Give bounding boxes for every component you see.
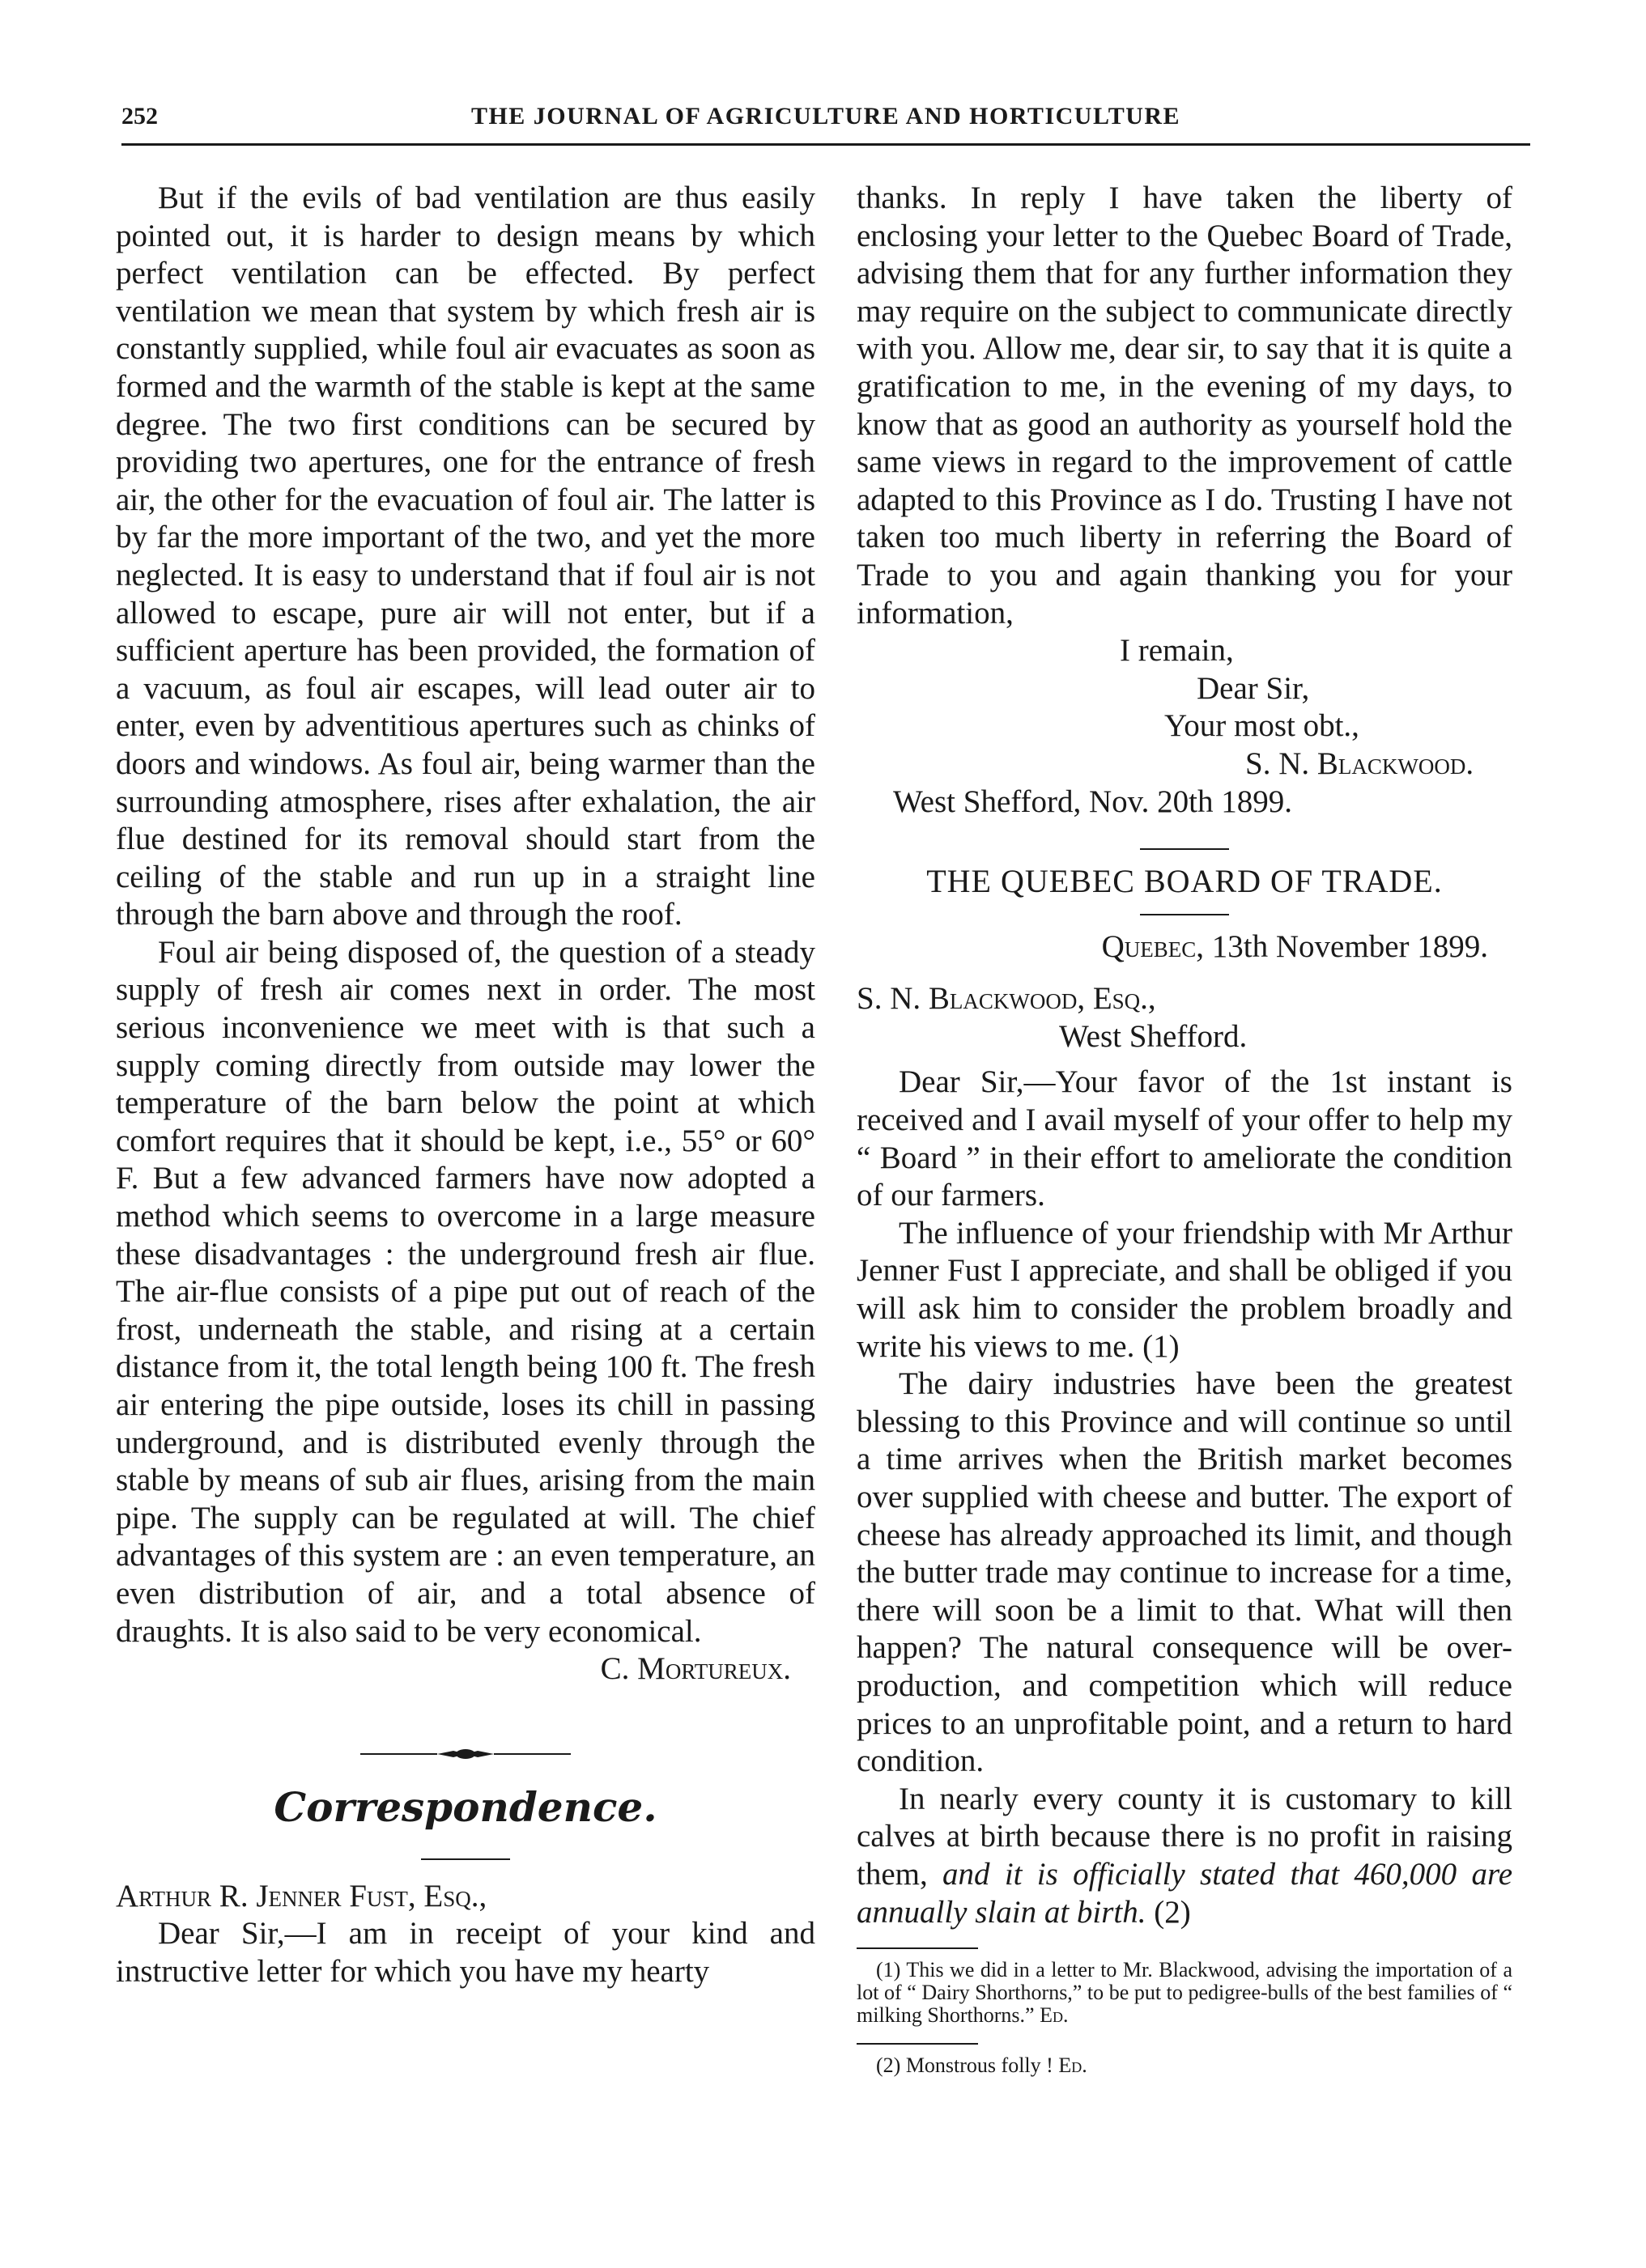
ventilation-paragraph-1: But if the evils of bad ventilation are thus easily pointed out, it is harder to design means by which perfect ventilation can be effected. By perfect ventilation we mean that system by which fresh air is constantly supplied, while foul air evacuates as soon as formed and the warmth of the stable is kept at the same degree. The two first conditions can be secured by providing two apertures, one for the entrance of fresh air, the other for the evacuation of foul air. The latter is by far the more important of the two, and yet the more neglected. It is easy to understand that if foul air is not allowed to escape, pure air will not enter, but if a sufficient aperture has been provided, the formation of a vacuum, as foul air escapes, will lead outer air to enter, even by adventitious apertures such as chinks of doors and windows. As foul air, being warmer than the surrounding atmosphere, rises after exhalation, the air flue destined for its removal should start from the ceiling of the stable and run up in a straight line through the barn above and through the roof. bbox=[116, 181, 815, 932]
footnote-1 bbox=[857, 1959, 1512, 2027]
footnote-1-ed: Ed. bbox=[1040, 2003, 1069, 2028]
ventilation-paragraph-2: Foul air being disposed of, the question of a steady supply of fresh air comes next in order. The most serious inconvenience we meet with is that such a supply coming directly from outside may lower the temperature of the barn below the point at which comfort requires that it should be kept, i.e., 55° or 60° F. But a few advanced farmers have now adopted a method which seems to overcome in a large measure these disadvantages : the underground fresh air flue. The air-flue consists of a pipe put out of reach of the frost, underneath the stable, and rising at a certain distance from it, the total length being 100 ft. The fresh air entering the pipe outside, loses its chill in passing underground, and is distributed evenly through the stable by means of sub air flues, arising from the main pipe. The supply can be regulated at will. The chief advantages of this system are : an even temperature, an even distribution of air, and a total absence of draughts. It is also said to be very economical. bbox=[116, 934, 815, 1649]
section-rule bbox=[421, 1858, 510, 1860]
footnote-ref-2: (2) bbox=[1154, 1894, 1191, 1930]
dateline-date: 13th November 1899. bbox=[1211, 928, 1488, 964]
board-letter-paragraph-2: The influence of your friendship with Mr Arthur Jenner Fust I appreciate, and shall be obliged if you will ask him to consider the problem broadly and write his views to me. (1) bbox=[857, 1215, 1512, 1364]
board-rule bbox=[1140, 914, 1229, 915]
footnote-2 bbox=[857, 2054, 1512, 2077]
footnote-2-text: (2) Monstrous folly ! bbox=[876, 2054, 1053, 2078]
board-letter-addressee: S. N. Blackwood, Esq., bbox=[857, 981, 1156, 1017]
paragraph-4-italic: and it is officially stated that 460,000 are annually slain at birth. bbox=[857, 1856, 1513, 1930]
closing-signature bbox=[857, 745, 1512, 784]
article-signature: C. Mortureux. bbox=[600, 1651, 791, 1687]
board-of-trade-heading: THE QUEBEC BOARD OF TRADE. bbox=[926, 863, 1443, 900]
letter-addressee: Arthur R. Jenner Fust, Esq., bbox=[116, 1878, 487, 1913]
board-letter-address: West Shefford. bbox=[1059, 1018, 1248, 1054]
closing-salutation: Dear Sir, bbox=[1197, 670, 1310, 706]
closing-place-date: West Shefford, Nov. 20th 1899. bbox=[893, 784, 1292, 819]
board-letter-paragraph-4 bbox=[857, 1781, 1512, 1931]
letter-rule bbox=[1140, 848, 1229, 850]
board-letter-paragraph-1: Dear Sir,—Your favor of the 1st instant is received and I avail myself of your offer to help my “ Board ” in their effort to ameliorate the condition of our farmers. bbox=[857, 1064, 1512, 1213]
ornament-divider bbox=[360, 1745, 571, 1763]
closing-name: S. N. Blackwood. bbox=[1245, 745, 1474, 781]
letter-opening: Dear Sir,—I am in receipt of your kind and instructive letter for which you have my hearty bbox=[116, 1916, 815, 1989]
footnote-rule-1 bbox=[857, 1947, 978, 1949]
footnote-1-text: (1) This we did in a letter to Mr. Blackwood, advising the importation of a lot of “ Dairy Shorthorns,” to be put to pedigree-bulls of the best families of “ milking Shorthorns.” bbox=[857, 1958, 1512, 2028]
letter-continuation: thanks. In reply I have taken the liberty of enclosing your letter to the Quebec Board of Trade, advising them that for any further information they may require on the subject to communicate directly with you. Allow me, dear sir, to say that it is quite a gratification to me, in the evening of my days, to know that as good an authority as yourself hold the same views in regard to the improvement of cattle adapted to this Province as I do. Trusting I have not taken too much liberty in referring the Board of Trade to you and again thanking you for your information, bbox=[857, 181, 1512, 631]
left-column bbox=[116, 180, 815, 1991]
paragraph-4-text: In nearly every county it is customary to kill calves at birth because there is no profit in raising them, bbox=[857, 1781, 1512, 1892]
closing-obt: Your most obt., bbox=[1164, 708, 1359, 744]
page-number: 252 bbox=[121, 103, 158, 130]
dateline-place: Quebec, bbox=[1101, 928, 1205, 964]
board-letter-paragraph-3: The dairy industries have been the greatest blessing to this Province and will continue so until a time arrives when the British market becomes over supplied with cheese and butter. The export of cheese has already approached its limit, and though the butter trade may continue to increase for a time, there will soon be a limit to that. What will then happen? The natural consequence will be over-production, and competition which will reduce prices to an unprofitable point, and a return to hard condition. bbox=[857, 1366, 1512, 1779]
closing-remain: I remain, bbox=[1120, 633, 1234, 669]
right-column bbox=[857, 180, 1512, 2077]
journal-title: THE JOURNAL OF AGRICULTURE AND HORTICULTURE bbox=[470, 103, 1181, 130]
page-header bbox=[121, 93, 1530, 146]
footnote-rule-2 bbox=[857, 2043, 978, 2045]
correspondence-heading: Correspondence. bbox=[274, 1782, 657, 1831]
footnote-2-ed: Ed. bbox=[1058, 2054, 1087, 2078]
letter-dateline bbox=[857, 928, 1512, 966]
